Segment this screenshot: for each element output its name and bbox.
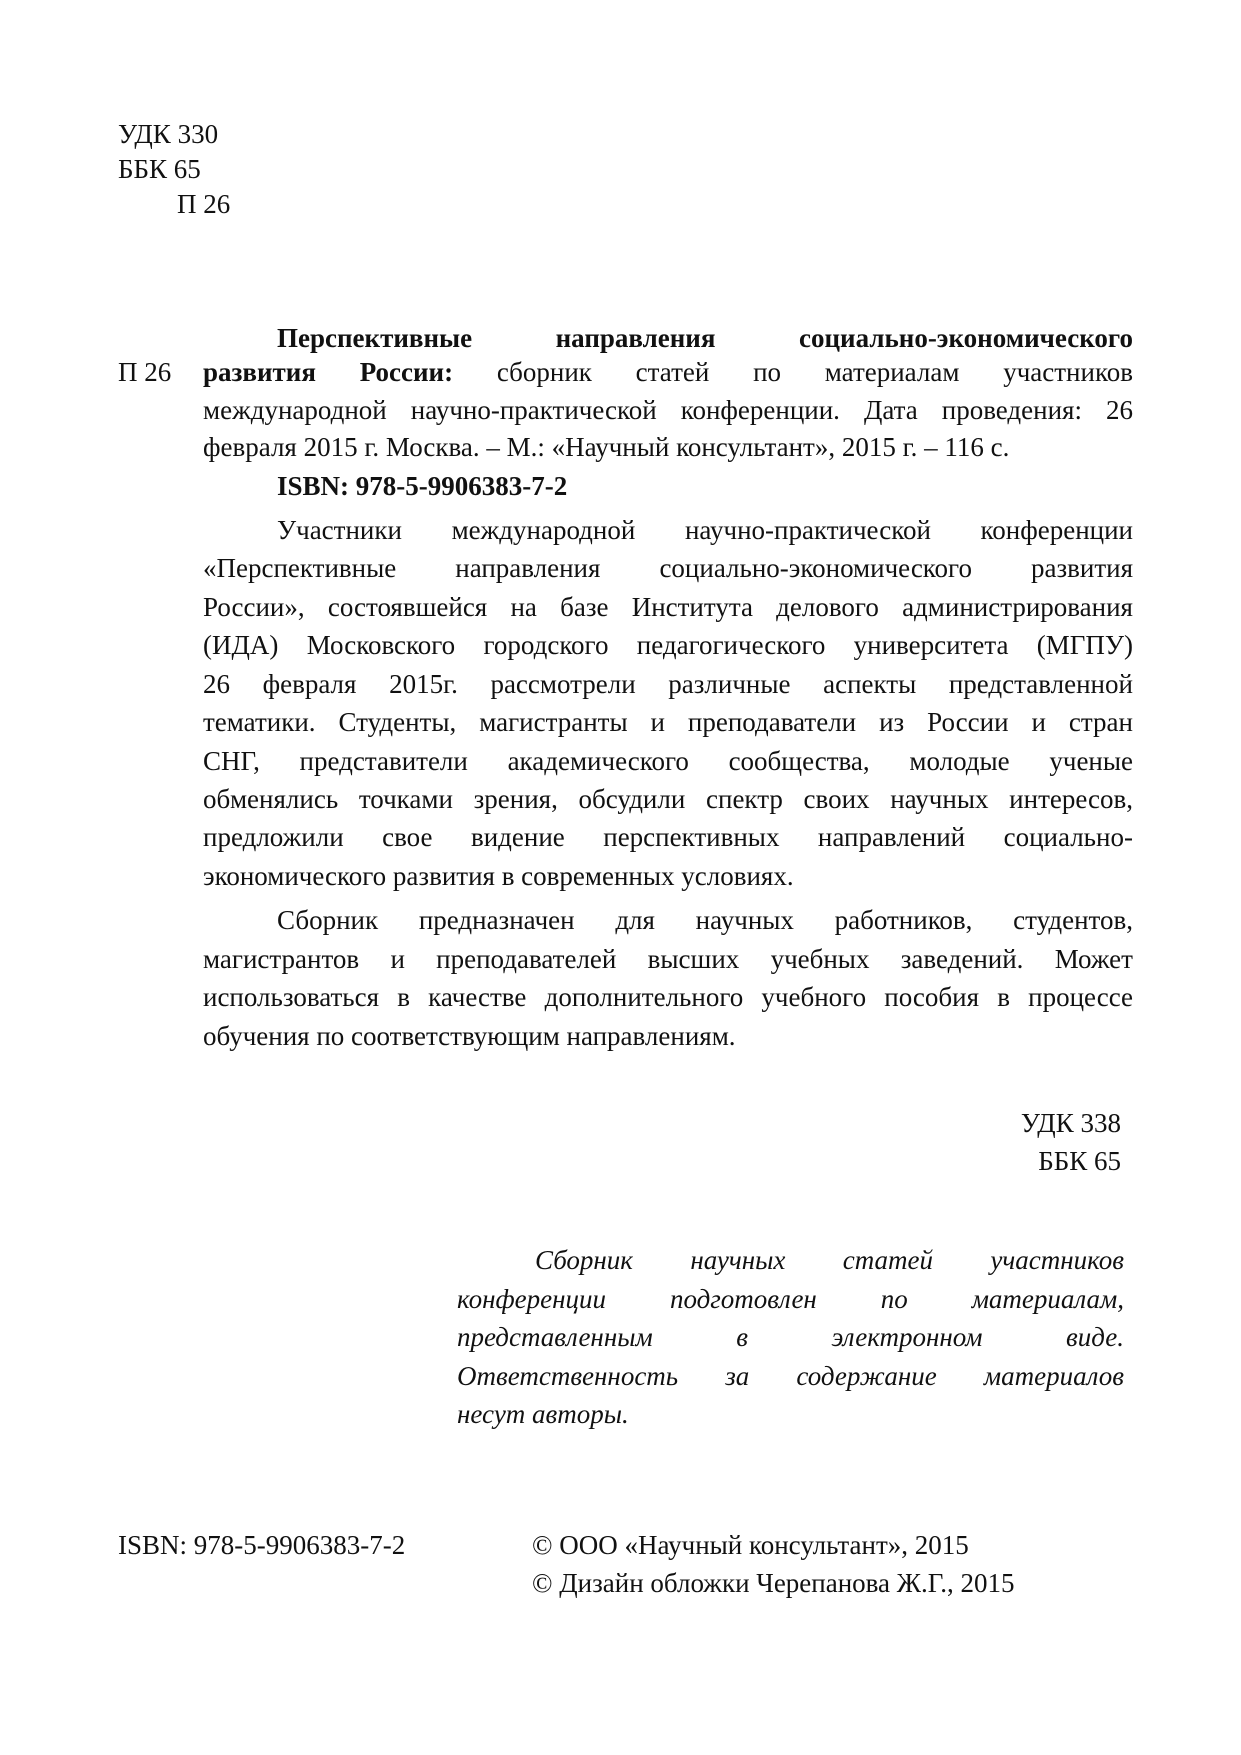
udk-code: УДК 330 <box>118 119 219 149</box>
word: и <box>1031 707 1046 737</box>
word: направления <box>455 553 601 583</box>
word: Ответственность <box>457 1361 679 1391</box>
abstract-line: экономического развития в современных условиях. <box>203 861 794 891</box>
word: виде. <box>1066 1322 1124 1352</box>
word: направления <box>555 323 716 353</box>
record-isbn: ISBN: 978-5-9906383-7-2 <box>277 471 568 501</box>
word: из <box>879 707 905 737</box>
word: международной <box>451 515 636 545</box>
word: конференции <box>980 515 1133 545</box>
abstract-line <box>203 742 1133 780</box>
word: в <box>397 982 410 1012</box>
udk-code-bottom: УДК 338 <box>1020 1108 1121 1138</box>
word: состоявшейся <box>327 592 488 622</box>
word: социально-экономического <box>659 553 972 583</box>
note-line <box>535 1241 1124 1279</box>
abstract-line <box>277 511 1133 549</box>
author-mark: П 26 <box>177 189 231 219</box>
word: социально- <box>1003 822 1133 852</box>
word: спектр <box>706 784 783 814</box>
note-line: несут авторы. <box>457 1399 629 1429</box>
word: работников, <box>834 905 973 935</box>
word: зрения, <box>473 784 558 814</box>
word: статей <box>842 1245 934 1275</box>
word: содержание <box>796 1361 937 1391</box>
abstract-line <box>203 780 1133 818</box>
record-title-line-1 <box>277 321 1133 355</box>
word: и <box>390 944 405 974</box>
word: по <box>753 357 782 387</box>
note-line <box>457 1357 1124 1395</box>
word: Московского <box>306 630 456 660</box>
word: 26 <box>1105 395 1133 425</box>
word: сообщества, <box>728 746 870 776</box>
word: процессе <box>1028 982 1133 1012</box>
word: научно-практической <box>684 515 931 545</box>
abstract-line <box>277 901 1133 939</box>
word: базе <box>560 592 609 622</box>
word: конференции <box>457 1284 607 1314</box>
copyright-publisher: © ООО «Научный консультант», 2015 <box>532 1530 969 1560</box>
word: Института <box>631 592 753 622</box>
word: преподавателей <box>436 944 617 974</box>
word: преподаватели <box>687 707 857 737</box>
word: (ИДА) <box>203 630 279 660</box>
word: своих <box>803 784 870 814</box>
word: ученые <box>1049 746 1133 776</box>
word: Сборник <box>277 905 379 935</box>
word: Участники <box>277 515 402 545</box>
word: использоваться <box>203 982 380 1012</box>
word: и <box>650 707 665 737</box>
word: в <box>997 982 1010 1012</box>
word: направлений <box>817 822 966 852</box>
abstract-line <box>203 549 1133 587</box>
word: студентов, <box>1013 905 1133 935</box>
word: Может <box>1054 944 1133 974</box>
word: развития <box>1030 553 1133 583</box>
word: Студенты, <box>338 707 457 737</box>
note-line <box>457 1318 1124 1356</box>
word: администрирования <box>902 592 1133 622</box>
copyright-cover-design: © Дизайн обложки Черепанова Ж.Г., 2015 <box>532 1568 1015 1598</box>
note-line <box>457 1280 1124 1318</box>
abstract-line <box>203 703 1133 741</box>
word: в <box>736 1322 749 1352</box>
word: материалам <box>824 357 960 387</box>
abstract-line <box>203 940 1133 978</box>
word: материалов <box>983 1361 1124 1391</box>
word: научных <box>690 1245 786 1275</box>
word: России: <box>359 357 454 387</box>
word: аспекты <box>823 669 917 699</box>
word: академического <box>507 746 689 776</box>
word: участников <box>1003 357 1133 387</box>
word: по <box>880 1284 908 1314</box>
record-author-mark: П 26 <box>118 357 172 387</box>
record-line-3 <box>203 393 1133 427</box>
word: научных <box>695 905 794 935</box>
word: сборник <box>496 357 592 387</box>
word: подготовлен <box>669 1284 817 1314</box>
word: тематики. <box>203 707 316 737</box>
word: России», <box>203 592 305 622</box>
bbk-code-bottom: ББК 65 <box>1038 1146 1121 1176</box>
footer-isbn: ISBN: 978-5-9906383-7-2 <box>118 1530 406 1560</box>
word: пособия <box>884 982 979 1012</box>
word: обменялись <box>203 784 339 814</box>
record-line-4: февраля 2015 г. Москва. – М.: «Научный консультант», 2015 г. – 116 с. <box>203 432 1010 462</box>
word: предложили <box>203 822 344 852</box>
word: развития <box>203 357 316 387</box>
word: России <box>927 707 1009 737</box>
word: 2015г. <box>389 669 458 699</box>
word: делового <box>776 592 879 622</box>
word: Перспективные <box>277 323 473 353</box>
word: качестве <box>428 982 527 1012</box>
word: различные <box>668 669 791 699</box>
word: (МГПУ) <box>1036 630 1133 660</box>
word: 26 <box>203 669 230 699</box>
word: научных <box>890 784 989 814</box>
abstract-line <box>203 626 1133 664</box>
word: учебных <box>770 944 870 974</box>
abstract-line: обучения по соответствующим направлениям. <box>203 1021 736 1051</box>
word: педагогического <box>636 630 826 660</box>
word: перспективных <box>603 822 780 852</box>
abstract-line <box>203 978 1133 1016</box>
abstract-line <box>203 665 1133 703</box>
abstract-line <box>203 818 1133 856</box>
word: участников <box>990 1245 1124 1275</box>
word: предназначен <box>418 905 575 935</box>
word: интересов, <box>1009 784 1133 814</box>
word: СНГ, <box>203 746 260 776</box>
word: свое <box>382 822 433 852</box>
abstract-line <box>203 588 1133 626</box>
word: февраля <box>262 669 357 699</box>
word: научно-практической <box>410 395 657 425</box>
word: точками <box>358 784 453 814</box>
word: статей <box>635 357 710 387</box>
word: социально-экономического <box>799 323 1133 353</box>
word: международной <box>203 395 387 425</box>
word: магистранты <box>479 707 628 737</box>
word: стран <box>1068 707 1133 737</box>
word: за <box>725 1361 750 1391</box>
word: материалам, <box>971 1284 1124 1314</box>
word: университета <box>853 630 1009 660</box>
record-title-line-2 <box>203 355 1133 389</box>
word: конференции. <box>680 395 840 425</box>
word: заведений. <box>900 944 1024 974</box>
word: для <box>615 905 655 935</box>
word: Сборник <box>535 1245 633 1275</box>
word: магистрантов <box>203 944 360 974</box>
word: на <box>510 592 537 622</box>
word: молодые <box>909 746 1010 776</box>
word: высших <box>647 944 740 974</box>
word: представители <box>299 746 468 776</box>
word: представленным <box>457 1322 653 1352</box>
word: Дата <box>863 395 918 425</box>
word: видение <box>470 822 565 852</box>
word: «Перспективные <box>203 553 397 583</box>
word: городского <box>483 630 609 660</box>
word: дополнительного <box>544 982 744 1012</box>
word: проведения: <box>941 395 1082 425</box>
word: рассмотрели <box>490 669 636 699</box>
word: учебного <box>761 982 867 1012</box>
word: представленной <box>948 669 1133 699</box>
word: обсудили <box>578 784 686 814</box>
word: электронном <box>831 1322 983 1352</box>
bbk-code: ББК 65 <box>118 154 201 184</box>
